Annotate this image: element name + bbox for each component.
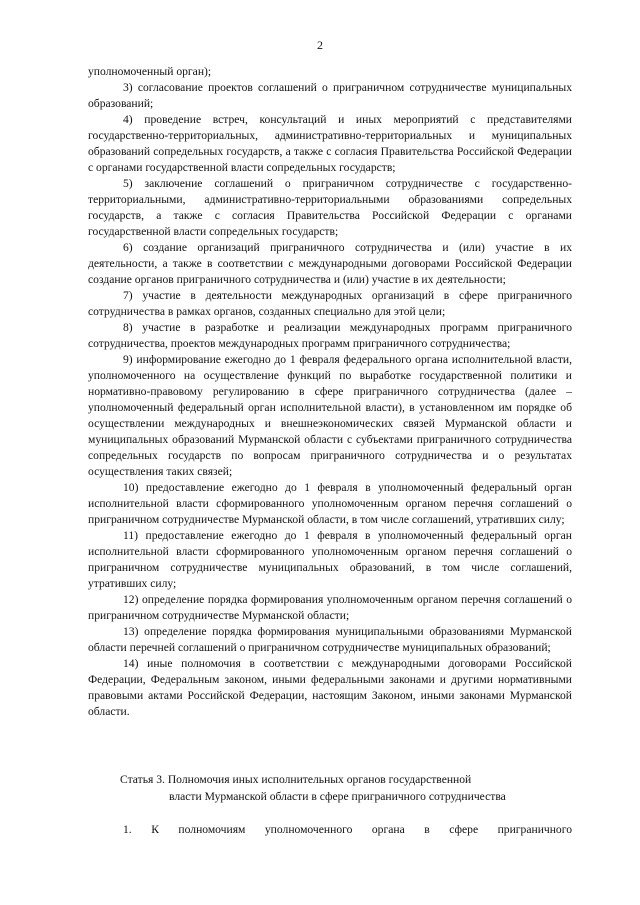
paragraph-item-3: 3) согласование проектов соглашений о приграничном сотрудничестве муниципальных образований;: [88, 81, 572, 110]
paragraph-continuation: уполномоченный орган);: [88, 65, 212, 78]
paragraph-item-13: 13) определение порядка формирования муниципальными образованиями Мурманской области перечней соглашений о приграничном сотрудничестве муниципальных образований;: [88, 625, 572, 654]
paragraph-article3-item-1: 1. К полномочиям уполномоченного органа в сфере приграничного: [123, 823, 572, 836]
article-heading: [88, 771, 572, 805]
paragraph-item-5: 5) заключение соглашений о приграничном сотрудничестве с государственно-территориальными, административно-территориальными образованиями сопредельных государств, а также с согласия Правительства Российской Федерации с органами государственной власти сопредельных государств;: [88, 177, 572, 238]
page-number: 2: [317, 38, 323, 52]
paragraph-item-11: 11) предоставление ежегодно до 1 февраля в уполномоченный федеральный орган исполнительной власти сформированного уполномоченным органом перечня соглашений о приграничном сотрудничестве муниципальных образований, в том числе соглашений, утративших силу;: [88, 529, 572, 590]
paragraph-item-7: 7) участие в деятельности международных организаций в сфере приграничного сотрудничества в рамках органов, созданных специально для этой цели;: [88, 289, 572, 318]
paragraph-item-4: 4) проведение встреч, консультаций и иных мероприятий с представителями государственно-территориальных, административно-территориальных и муниципальных образований сопредельных государств, а также с согласия Правительства Российской Федерации с органами государственной власти сопредельных государств;: [88, 113, 572, 174]
paragraph-item-8: 8) участие в разработке и реализации международных программ приграничного сотрудничества, проектов международных программ приграничного сотрудничества;: [88, 321, 572, 350]
paragraph-item-14: 14) иные полномочия в соответствии с международными договорами Российской Федерации, Федеральным законом, иными федеральными законами и другими нормативными правовыми актами Российской Федерации, настоящим Законом, иными законами Мурманской области.: [88, 657, 572, 718]
paragraph-item-9: 9) информирование ежегодно до 1 февраля федерального органа исполнительной власти, уполномоченного на осуществление функций по выработке государственной политики и нормативно-правовому регулированию в сфере приграничного сотрудничества (далее – уполномоченный федеральный орган исполнительной власти), в установленном им порядке об осуществлении международных и внешнеэкономических связей Мурманской области и муниципальных образований Мурманской области с субъектами приграничного сотрудничества сопредельных государств по вопросам приграничного сотрудничества и о результатах осуществления таких связей;: [88, 353, 572, 478]
article-heading-line-2: власти Мурманской области в сфере приграничного сотрудничества: [169, 790, 506, 803]
article-heading-line-1: Статья 3. Полномочия иных исполнительных органов государственной: [120, 773, 472, 786]
paragraph-item-10: 10) предоставление ежегодно до 1 февраля в уполномоченный федеральный орган исполнительной власти сформированного уполномоченным органом перечня соглашений о приграничном сотрудничестве Мурманской области, в том числе соглашений, утративших силу;: [88, 481, 572, 526]
paragraph-item-12: 12) определение порядка формирования уполномоченным органом перечня соглашений о приграничном сотрудничестве Мурманской области;: [88, 593, 572, 622]
document-body: [88, 64, 572, 720]
paragraph-item-6: 6) создание организаций приграничного сотрудничества и (или) участие в их деятельности, а также в соответствии с международными договорами Российской Федерации создание органов приграничного сотрудничества и (или) участие в их деятельности;: [88, 241, 572, 286]
